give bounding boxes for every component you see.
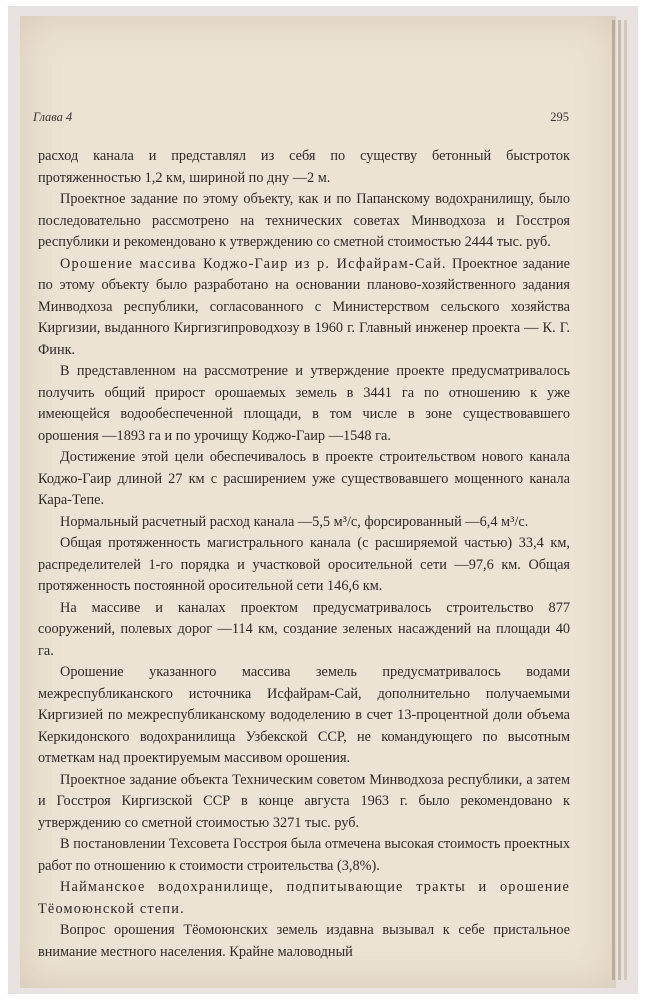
page-edge (618, 20, 621, 980)
chapter-title: Глава 4 (33, 110, 73, 124)
body-text (38, 146, 570, 963)
paragraph (38, 189, 570, 254)
section-lead: Орошение массива Коджо-Гаир из р. Исфайрам-Сай. (60, 255, 447, 272)
section-lead: Найманское водохранилище, подпитывающие тракты и орошение Тёомоюнской степи. (38, 879, 570, 917)
paragraph-text: Вопрос орошения Тёомоюнских земель издавна вызывал к себе пристальное внимание местного населения. Крайне маловодный (38, 922, 570, 960)
paragraph-text: Достижение этой цели обеспечивалось в проекте строительством нового канала Коджо-Гаир длиной 27 км с расширением уже существовавшего мощенного канала Кара-Тепе. (38, 449, 570, 508)
paragraph (38, 533, 570, 598)
paragraph-text: В представленном на рассмотрение и утверждение проекте предусматривалось получить общий прирост орошаемых земель в 3441 га по отношению к уже имеющейся водообеспеченной площади, в том числе в зоне существовавшего орошения —1893 га и по урочищу Коджо-Гаир —1548 га. (38, 363, 570, 444)
paragraph (38, 598, 570, 663)
paragraph-text: В постановлении Техсовета Госстроя была отмечена высокая стоимость проектных работ по отношению к стоимости строительства (3,8%). (38, 836, 570, 874)
paragraph-text: Орошение указанного массива земель предусматривалось водами межреспубликанского источника Исфайрам-Сай, дополнительно получаемыми Киргизией по межреспубликанскому вододелению в счет 13-процентной доли объема Керкидонского водохранилища Узбекской ССР, не командующего по высотным отметкам над проектируемым массивом орошения. (38, 664, 570, 766)
running-head (33, 110, 569, 128)
paragraph (38, 361, 570, 447)
page-number: 295 (550, 110, 569, 124)
paragraph-text: расход канала и представлял из себя по существу бетонный быстроток протяженностью 1,2 км, шириной по дну —2 м. (38, 148, 570, 186)
paragraph-text: Проектное задание объекта Техническим советом Минводхоза республики, а затем и Госстроя Киргизской ССР в конце августа 1963 г. было рекомендовано к утверждению со сметной стоимостью 3271 тыс. руб. (38, 771, 570, 831)
paragraph-text: Проектное задание по этому объекту было разработано на основании планово-хозяйственного задания Минводхоза республики, согласованного с Министерством сельского хозяйства Киргизии, выданного Киргизгипроводхозу в 1960 г. Главный инженер проекта — К. Г. Финк. (38, 255, 570, 358)
paragraph (38, 662, 570, 770)
page-edge (612, 20, 615, 980)
paragraph (38, 447, 570, 512)
paragraph (38, 770, 570, 835)
section-paragraph (38, 254, 570, 362)
paragraph-text: На массиве и каналах проектом предусматривалось строительство 877 сооружений, полевых дорог —114 км, создание зеленых насаждений на площади 40 га. (38, 599, 570, 659)
paragraph-text: Проектное задание по этому объекту, как и по Папанскому водохранилищу, было последовательно рассмотрено на технических советах Минводхоза и Госстроя республики и рекомендовано к утверждению со сметной стоимостью 2444 тыс. руб. (38, 191, 570, 250)
paragraph-text: Общая протяженность магистрального канала (с расширяемой частью) 33,4 км, распределителей 1-го порядка и участковой оросительной сети —97,6 км. Общая протяженность постоянной оросительной сети 146,6 км. (38, 535, 570, 594)
paragraph (38, 146, 570, 189)
section-paragraph (38, 877, 570, 920)
paragraph-text: Нормальный расчетный расход канала —5,5 м³/с, форсированный —6,4 м³/с. (60, 513, 529, 530)
paragraph (38, 512, 570, 534)
paragraph (38, 834, 570, 877)
paragraph (38, 920, 570, 963)
page-edge (624, 20, 627, 980)
